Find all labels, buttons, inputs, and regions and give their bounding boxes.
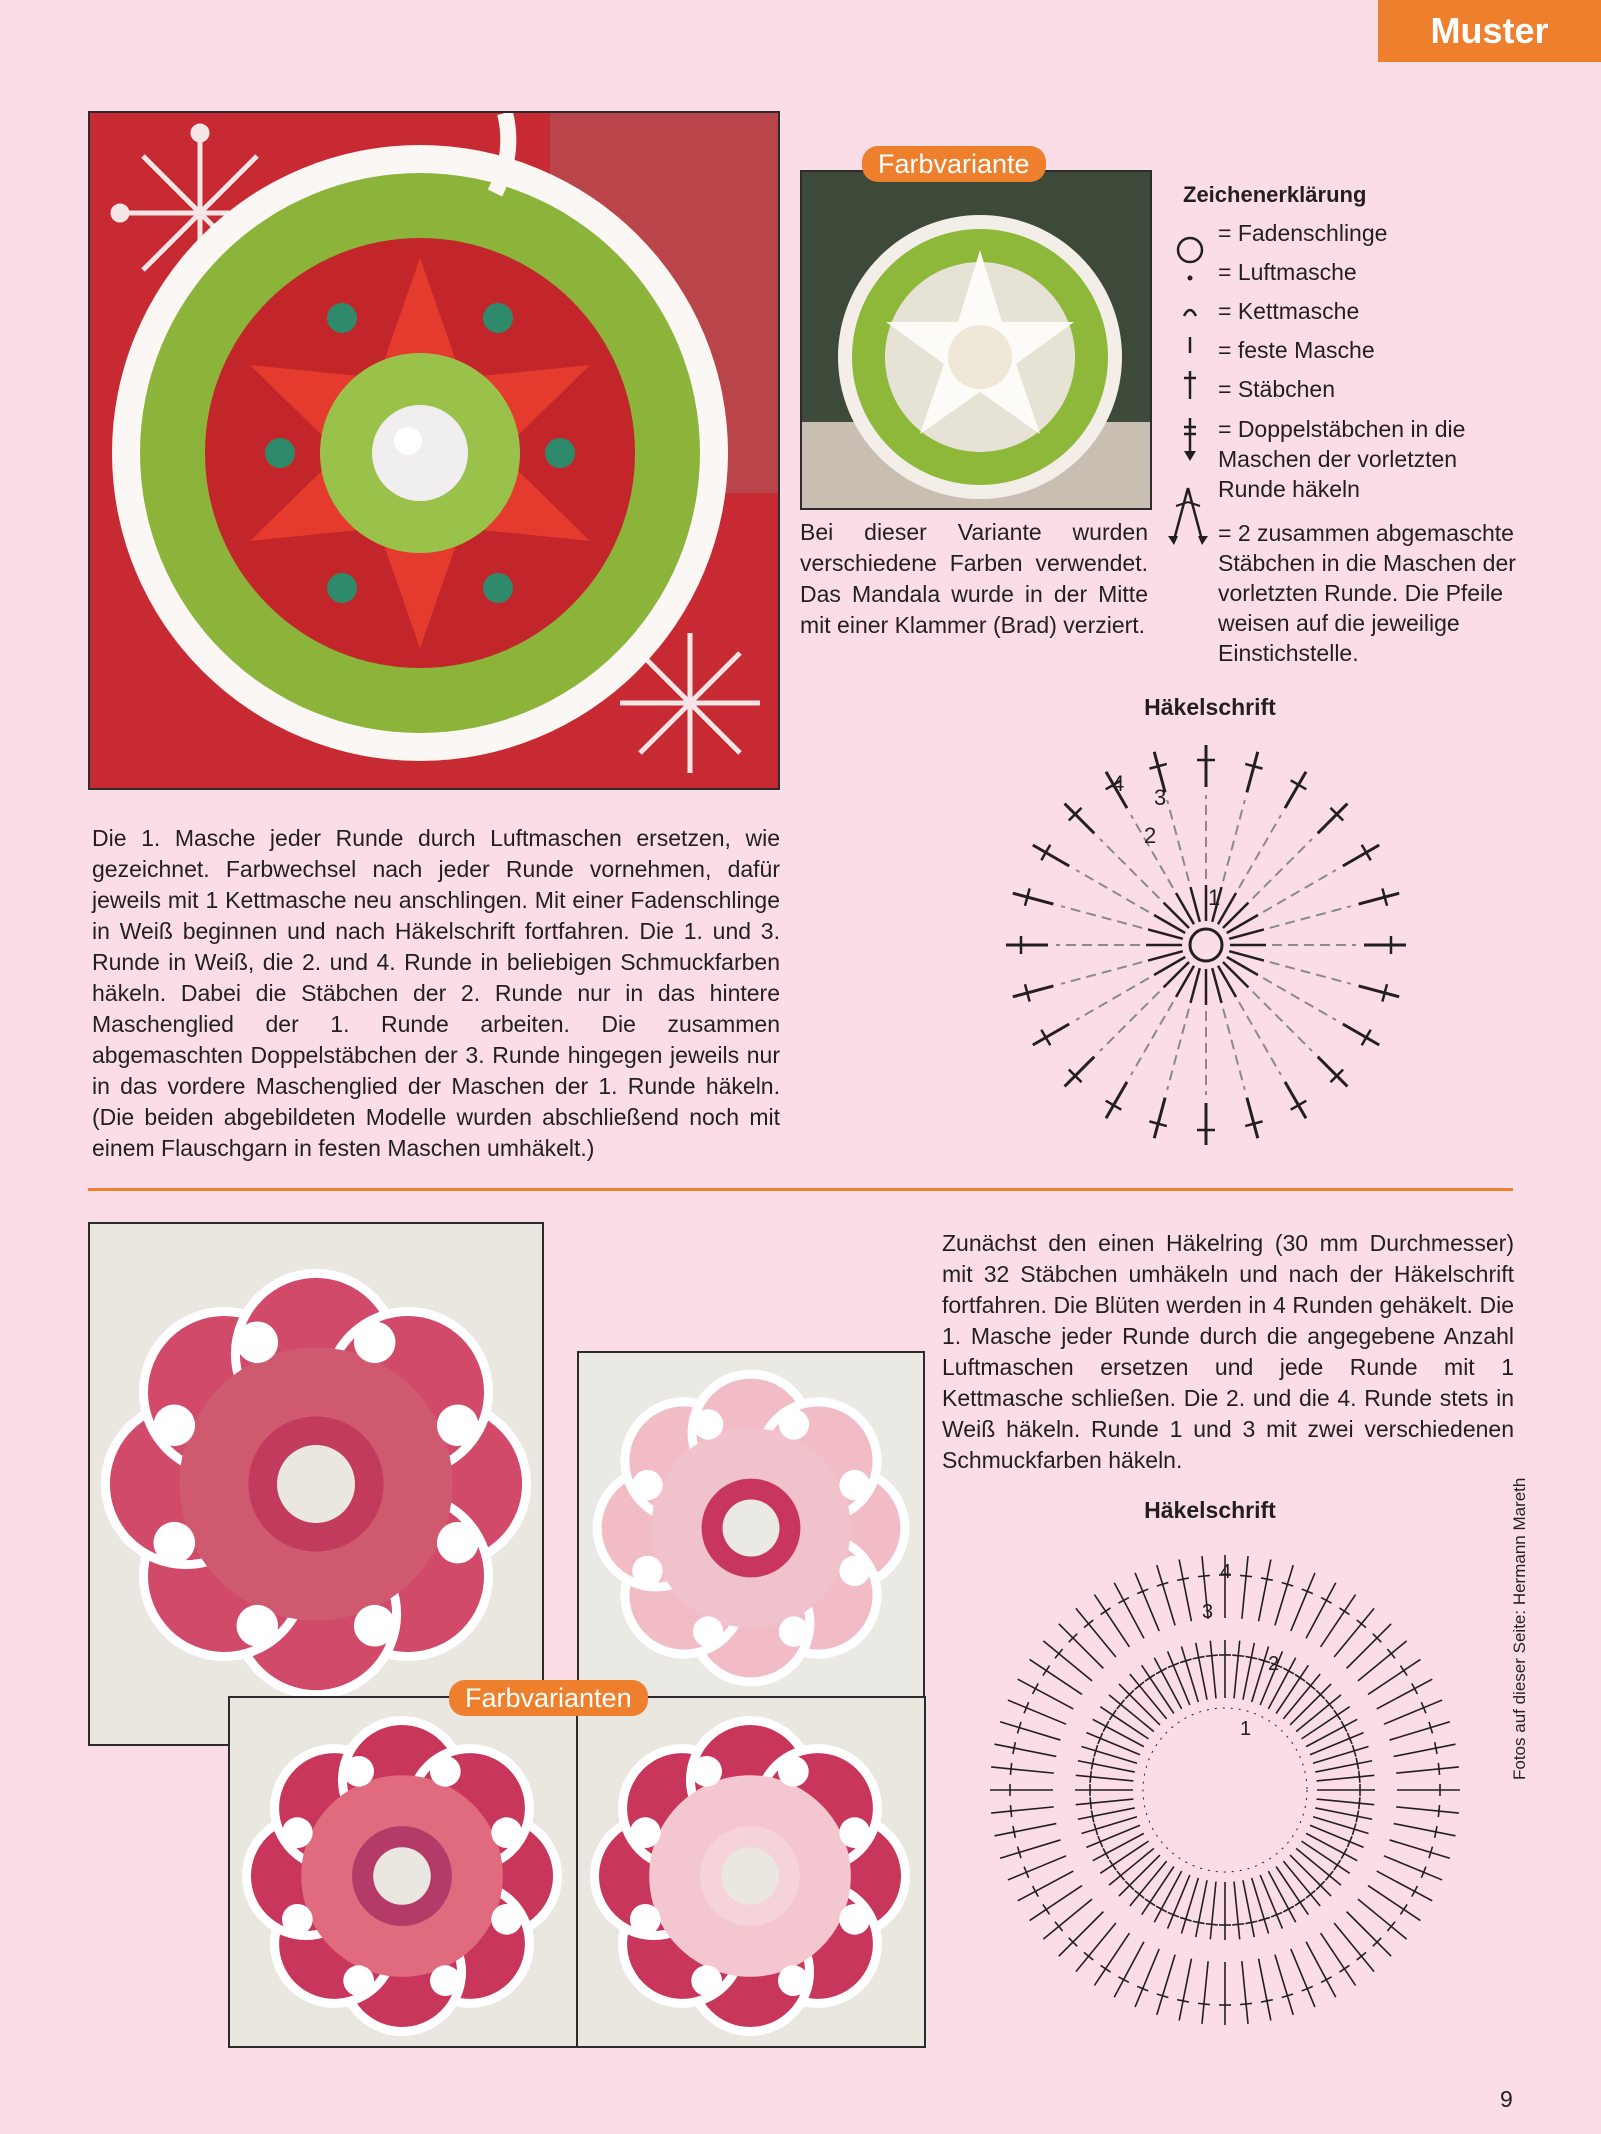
round-label: 2	[1144, 823, 1157, 848]
flower-chart-title: Häkelschrift	[1144, 1497, 1276, 1523]
legend-item: = Fadenschlinge	[1218, 220, 1388, 246]
legend-item: = feste Masche	[1218, 337, 1375, 363]
cluster-arrow-icon	[1166, 482, 1210, 551]
variants-badge: Farbvarianten	[449, 1680, 648, 1716]
double-stick-arrow-icon	[1178, 415, 1202, 468]
photo-credit: Fotos auf dieser Seite: Hermann Mareth	[1510, 1477, 1529, 1780]
inner-ring	[1143, 1708, 1307, 1872]
round-label: 1	[1208, 885, 1221, 910]
round-label: 3	[1154, 785, 1167, 810]
mandala-variant-photo	[800, 170, 1152, 510]
flower-photo-variant-2	[576, 1696, 926, 2048]
center-ring	[1190, 929, 1222, 961]
section-tab: Muster	[1378, 0, 1601, 62]
legend-title: Zeichenerklärung	[1183, 182, 1367, 207]
dot-icon	[1182, 268, 1198, 289]
mandala-main-photo	[88, 111, 780, 790]
mandala-crochet-chart	[996, 725, 1416, 1170]
circle-icon	[1174, 234, 1206, 271]
flower-crochet-chart	[970, 1530, 1480, 2055]
mandala-chart-title: Häkelschrift	[1144, 694, 1276, 720]
round-label: 3	[1202, 1601, 1214, 1623]
legend-item: = 2 zusammen abgemaschte Stäbchen in die Maschen der vorletzten Runde. Die Pfeile weisen auf die jeweilige Einstichstelle.	[1218, 520, 1516, 666]
stick-icon	[1178, 368, 1202, 407]
flower-photo-pink	[577, 1351, 925, 1700]
mandala-instructions: Die 1. Masche jeder Runde durch Luftmaschen ersetzen, wie gezeichnet. Farbwechsel nach jeder Runde vornehmen, dafür jeweils mit 1 Kettmasche neu anschlingen. Mit einer Fadenschlinge in Weiß beginnen und nach Häkelschrift fortfahren. Die 1. und 3. Runde in Weiß, die 2. und 4. Runde in beliebigen Schmuckfarben häkeln. Dabei die Stäbchen der 2. Runde nur in das hintere Maschenglied der 1. Runde arbeiten. Die zusammen abgemaschten Doppelstäbchen der 3. Runde hingegen jeweils nur in das vordere Maschenglied der Maschen der 1. Runde häkeln. (Die beiden abgebildeten Modelle wurden abschließend noch mit einem Flauschgarn in festen Maschen umhäkelt.)	[92, 825, 780, 1161]
legend-item: = Kettmasche	[1218, 298, 1360, 324]
variant-badge: Farbvariante	[862, 146, 1046, 182]
short-line-icon	[1182, 333, 1198, 362]
section-divider	[88, 1188, 1513, 1191]
page-number: 9	[1500, 2086, 1513, 2112]
legend-item: = Doppelstäbchen in die Maschen der vorletzten Runde häkeln	[1218, 416, 1466, 502]
round-label: 2	[1268, 1653, 1280, 1675]
round-label: 1	[1240, 1718, 1252, 1740]
arc-icon	[1180, 302, 1200, 327]
variant-caption: Bei dieser Variante wurden verschiedene Farben verwendet. Das Mandala wurde in der Mitte mit einer Klammer (Brad) verziert.	[800, 519, 1148, 638]
flower-photo-main	[88, 1222, 544, 1746]
legend-item: = Luftmasche	[1218, 259, 1357, 285]
round-label: 4	[1112, 771, 1125, 796]
flower-photo-variant-1	[228, 1696, 578, 2048]
flower-instructions: Zunächst den einen Häkelring (30 mm Durchmesser) mit 32 Stäbchen umhäkeln und nach der Häkelschrift fortfahren. Die Blüten werden in 4 Runden gehäkelt. Die 1. Masche jeder Runde durch die angegebene Anzahl Luftmaschen ersetzen und jede Runde mit 1 Kettmasche schließen. Die 2. und die 4. Runde stets in Weiß häkeln. Runde 1 und 3 mit zwei verschiedenen Schmuckfarben häkeln.	[942, 1230, 1514, 1473]
round-label: 4	[1220, 1561, 1232, 1583]
legend-item: = Stäbchen	[1218, 376, 1336, 402]
